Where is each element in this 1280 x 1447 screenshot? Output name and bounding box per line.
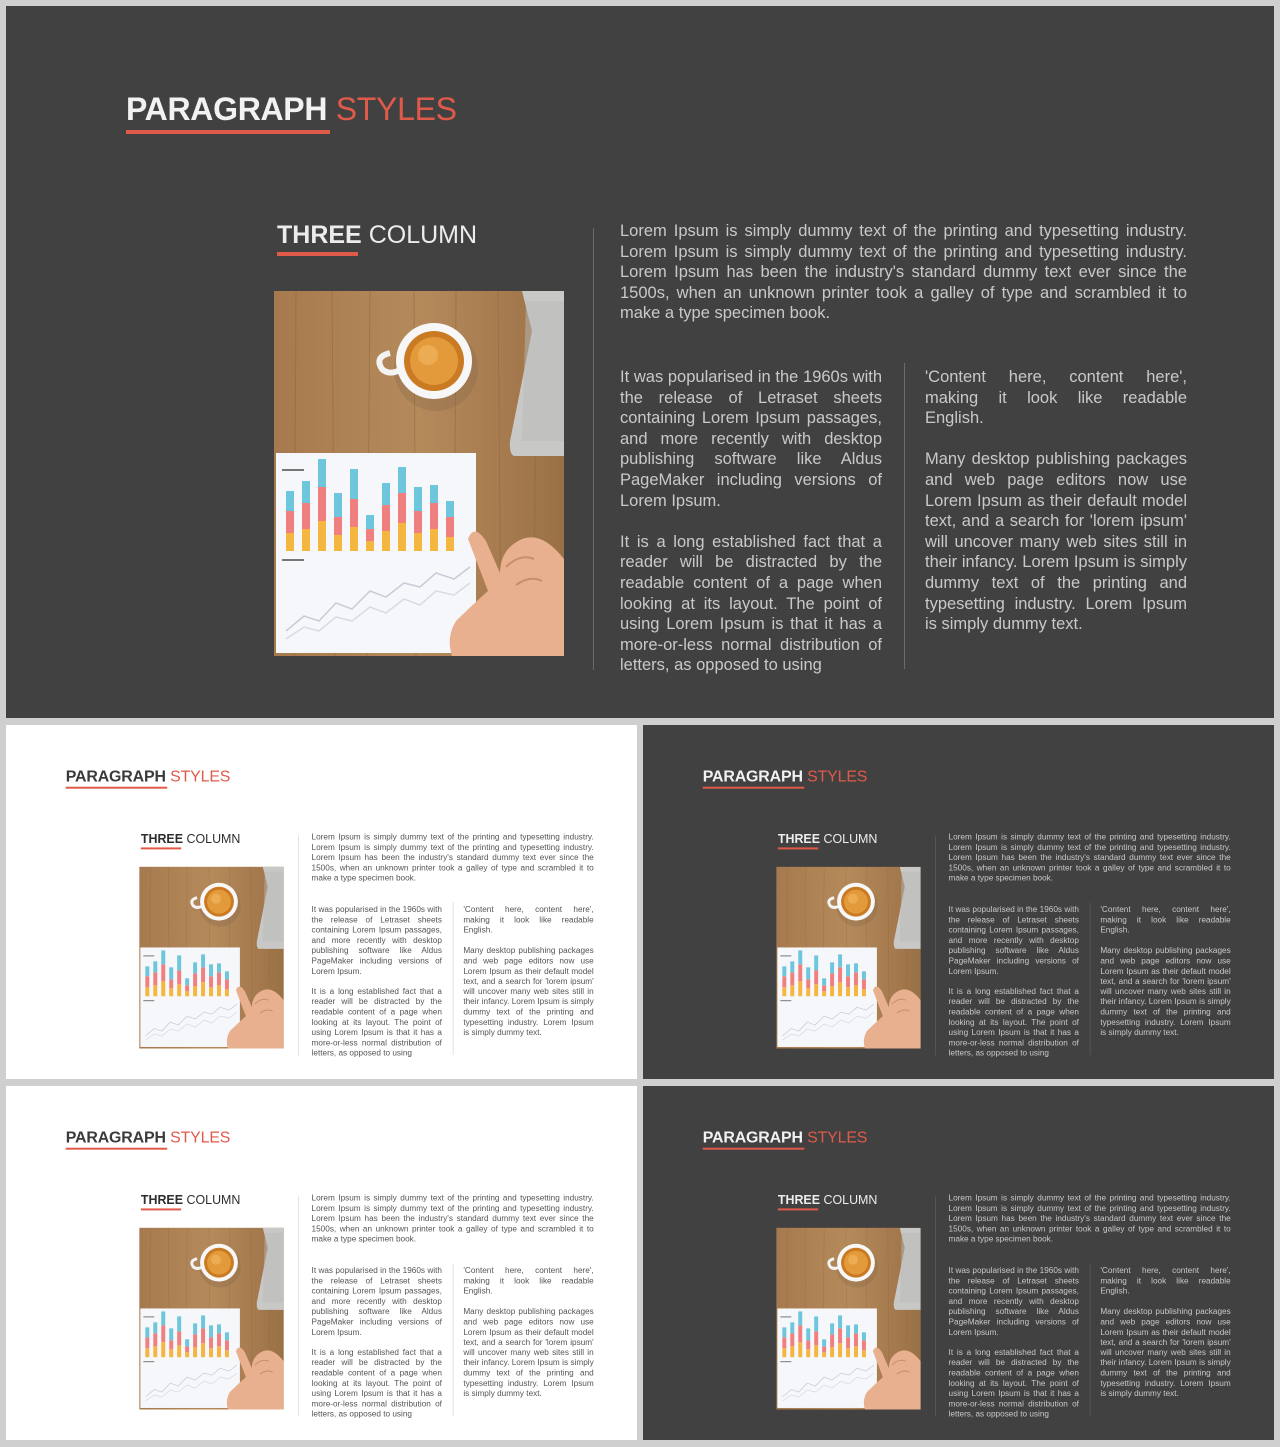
intro-paragraph: Lorem Ipsum is simply dummy text of the printing and typesetting industry. Lorem Ipsum is simply dummy text of the printing and typesetting industry. Lorem Ipsum has been the industry's standard dummy text ever since the 1500s, when an unknown printer took a galley of type and scrambled it to make a type specimen book. — [620, 222, 1187, 323]
photo-chart-bar — [145, 1348, 149, 1357]
photo-chart-bar — [225, 1332, 229, 1340]
photo-chart-bar — [185, 978, 189, 985]
photo-chart-bar — [822, 1346, 826, 1352]
photo-chart-bar — [145, 966, 149, 976]
photo-chart-bar — [838, 982, 842, 996]
photo-chart-bar — [217, 1333, 221, 1346]
column-left-paragraph-2: It is a long established fact that a reader will be distracted by the readable content of a page when looking at its layout. The point of using Lorem Ipsum is that it has a more-or-less normal distribution of letters, as opposed to using — [620, 532, 882, 675]
photo-chart-bar — [398, 467, 406, 493]
photo-chart-bar — [862, 1350, 866, 1357]
photo-chart-bar — [798, 950, 802, 964]
column-right-paragraph-1: 'Content here, content here', making it look like readable English. — [925, 368, 1187, 428]
subtitle-bold-word: THREE — [777, 1192, 821, 1207]
column-right-paragraph-2: Many desktop publishing packages and web page editors now use Lorem Ipsum as their default model text, and a search for 'lorem ipsum' will uncover many web sites still in their infancy. Lorem Ipsum is simply dummy text of the printing and typesetting industry. Lorem Ipsum is simply dummy text. — [925, 450, 1187, 634]
photo-chart-bar — [145, 987, 149, 996]
slide-title — [126, 91, 457, 128]
photo-chart-bar — [177, 1345, 181, 1357]
photo-chart-bar — [193, 973, 197, 986]
photo-chart-bar — [822, 991, 826, 996]
photo-chart-bar — [446, 501, 454, 517]
intro-paragraph: Lorem Ipsum is simply dummy text of the printing and typesetting industry. Lorem Ipsum is simply dummy text of the printing and typesetting industry. Lorem Ipsum has been the industry's standard dummy text ever since the 1500s, when an unknown printer took a galley of type and scrambled it to make a type specimen book. — [311, 1193, 594, 1244]
desk-photo — [776, 1228, 920, 1410]
desk-photo — [139, 1228, 283, 1410]
column-left — [312, 905, 442, 1060]
photo-chart-bar — [161, 1325, 165, 1342]
photo-chart-bar — [806, 979, 810, 988]
title-bold-word: PARAGRAPH — [702, 767, 803, 786]
photo-chart-bar — [201, 1328, 205, 1343]
photo-chart-bar — [209, 987, 213, 996]
photo-chart-bar — [318, 459, 326, 487]
photo-chart-bar — [814, 984, 818, 996]
photo-chart-bar — [209, 1348, 213, 1357]
column-right — [925, 367, 1187, 655]
photo-chart-bar — [350, 527, 358, 551]
column-left-paragraph-1: It was popularised in the 1960s with the release of Letraset sheets containing Lorem Ipsum passages, and more recently with desktop publishing software like Aldus PageMaker including versions of Lorem Ipsum. — [311, 1266, 442, 1337]
column-left-paragraph-2: It is a long established fact that a reader will be distracted by the readable content of a page when looking at its layout. The point of using Lorem Ipsum is that it has a more-or-less normal distribution of letters, as opposed to using — [311, 987, 442, 1058]
photo-chart-bar — [830, 1323, 834, 1334]
photo-chart-bar — [153, 1322, 157, 1333]
column-right-paragraph-2: Many desktop publishing packages and web page editors now use Lorem Ipsum as their default model text, and a search for 'lorem ipsum' will uncover many web sites still in their infancy. Lorem Ipsum is simply dummy text of the printing and typesetting industry. Lorem Ipsum is simply dummy text. — [463, 946, 594, 1038]
title-underline — [66, 1148, 168, 1150]
main-slide-preview[interactable] — [6, 6, 1274, 718]
photo-chart-bar — [318, 487, 326, 521]
photo-chart-bar — [177, 970, 181, 984]
photo-chart-bar — [286, 533, 294, 551]
photo-chart-bar — [334, 535, 342, 551]
photo-chart-bar — [350, 499, 358, 527]
photo-chart-bar — [846, 1337, 850, 1348]
column-left-paragraph-2: It is a long established fact that a reader will be distracted by the readable content of a page when looking at its layout. The point of using Lorem Ipsum is that it has a more-or-less normal distribution of letters, as opposed to using — [948, 1348, 1079, 1419]
photo-chart-bar — [217, 963, 221, 972]
column-divider — [593, 228, 594, 670]
photo-chart-bar — [334, 493, 342, 517]
column-left — [949, 1266, 1079, 1421]
photo-chart-bar — [366, 541, 374, 551]
section-subtitle — [778, 832, 878, 846]
subtitle-thin-word: COLUMN — [823, 1192, 878, 1207]
desk-photo — [274, 291, 564, 656]
photo-chart-bar — [790, 961, 794, 972]
photo-chart-bar — [846, 1348, 850, 1357]
subtitle-underline — [277, 252, 358, 256]
photo-chart-bar — [782, 1348, 786, 1357]
photo-chart-bar — [830, 986, 834, 996]
column-left — [949, 905, 1079, 1060]
photo-chart-bar — [225, 979, 229, 989]
column-right-paragraph-1: 'Content here, content here', making it look like readable English. — [1100, 1266, 1231, 1296]
subtitle-underline — [778, 847, 818, 849]
photo-chart-bar — [193, 1323, 197, 1334]
column-right — [1100, 1266, 1230, 1409]
photo-chart-bar — [225, 1350, 229, 1357]
subtitle-underline — [141, 1208, 181, 1210]
title-thin-word: STYLES — [807, 1128, 868, 1147]
photo-chart-bar — [225, 971, 229, 979]
photo-chart-bar — [209, 964, 213, 976]
photo-chart-bar — [446, 537, 454, 551]
title-thin-word: STYLES — [807, 767, 868, 786]
photo-chart-bar — [185, 1339, 189, 1346]
photo-chart-bar — [201, 1315, 205, 1328]
photo-chart-bar — [846, 976, 850, 987]
photo-chart-bar — [225, 1340, 229, 1350]
column-right-paragraph-2: Many desktop publishing packages and web page editors now use Lorem Ipsum as their default model text, and a search for 'lorem ipsum' will uncover many web sites still in their infancy. Lorem Ipsum is simply dummy text of the printing and typesetting industry. Lorem Ipsum is simply dummy text. — [463, 1307, 594, 1399]
photo-chart-bar — [201, 967, 205, 982]
photo-chart-bar — [169, 1340, 173, 1349]
title-thin-word: STYLES — [170, 1128, 231, 1147]
photo-chart-bar — [201, 982, 205, 996]
slide-content — [6, 1086, 637, 1440]
photo-chart-bar — [838, 1315, 842, 1328]
photo-chart-bar — [398, 523, 406, 551]
photo-chart-bar — [209, 976, 213, 987]
photo-chart-bar — [814, 1316, 818, 1331]
column-left-paragraph-2: It is a long established fact that a reader will be distracted by the readable content of a page when looking at its layout. The point of using Lorem Ipsum is that it has a more-or-less normal distribution of letters, as opposed to using — [311, 1348, 442, 1419]
photo-chart-bar — [382, 531, 390, 551]
photo-chart-bar — [854, 972, 858, 985]
subtitle-underline — [141, 847, 181, 849]
photo-chart-bar — [414, 511, 422, 533]
photo-chart-bar — [209, 1325, 213, 1337]
column-right — [463, 905, 593, 1048]
title-underline — [66, 787, 168, 789]
photo-chart-bar — [798, 1325, 802, 1342]
photo-chart-bar — [161, 1311, 165, 1325]
photo-chart-bar — [145, 1337, 149, 1348]
photo-chart-bar — [782, 1327, 786, 1337]
column-divider — [904, 363, 905, 669]
subtitle-thin-word: COLUMN — [368, 221, 478, 249]
photo-chart-bar — [153, 1346, 157, 1357]
slide-thumbnail-dark-2[interactable] — [643, 1086, 1274, 1440]
photo-chart-bar — [225, 989, 229, 996]
photo-chart-bar — [790, 1346, 794, 1357]
desk-photo-image — [776, 867, 920, 1049]
slide-content — [6, 6, 1274, 718]
photo-chart-bar — [153, 961, 157, 972]
photo-chart-bar — [862, 971, 866, 979]
photo-chart-bar — [862, 979, 866, 989]
photo-chart-bar — [814, 970, 818, 984]
photo-chart-bar — [177, 1331, 181, 1345]
photo-chart-bar — [430, 529, 438, 551]
photo-chart-bar — [854, 985, 858, 996]
slide-content — [6, 725, 637, 1079]
photo-chart-bar — [830, 1334, 834, 1347]
photo-chart-bar — [822, 978, 826, 985]
photo-chart-bar — [217, 972, 221, 985]
photo-chart-bar — [161, 950, 165, 964]
slide-thumbnail-light-1[interactable] — [6, 725, 637, 1079]
photo-chart-bar — [217, 985, 221, 996]
photo-chart-bar — [854, 963, 858, 972]
section-subtitle — [141, 832, 241, 846]
title-underline — [703, 1148, 805, 1150]
slide-title — [66, 1128, 231, 1146]
title-underline — [126, 130, 330, 134]
title-underline — [703, 787, 805, 789]
photo-chart-bar — [862, 989, 866, 996]
photo-chart-bar — [862, 1332, 866, 1340]
column-left — [620, 367, 882, 679]
photo-chart-bar — [209, 1337, 213, 1348]
photo-chart-bar — [846, 987, 850, 996]
column-right — [1100, 905, 1230, 1048]
photo-chart-bar — [822, 985, 826, 991]
title-bold-word: PARAGRAPH — [65, 1128, 166, 1147]
photo-chart-bar — [846, 1325, 850, 1337]
photo-chart-bar — [830, 973, 834, 986]
column-left — [312, 1266, 442, 1421]
subtitle-bold-word: THREE — [140, 1192, 184, 1207]
desk-photo-image — [776, 1228, 920, 1410]
photo-chart-bar — [414, 533, 422, 551]
subtitle-bold-word: THREE — [277, 221, 362, 249]
subtitle-thin-word: COLUMN — [823, 831, 878, 846]
photo-chart-bar — [153, 985, 157, 996]
column-right-paragraph-2: Many desktop publishing packages and web page editors now use Lorem Ipsum as their default model text, and a search for 'lorem ipsum' will uncover many web sites still in their infancy. Lorem Ipsum is simply dummy text of the printing and typesetting industry. Lorem Ipsum is simply dummy text. — [1100, 1307, 1231, 1399]
column-left-paragraph-2: It is a long established fact that a reader will be distracted by the readable content of a page when looking at its layout. The point of using Lorem Ipsum is that it has a more-or-less normal distribution of letters, as opposed to using — [948, 987, 1079, 1058]
photo-chart-bar — [169, 988, 173, 996]
photo-chart-bar — [334, 517, 342, 535]
column-left-paragraph-1: It was popularised in the 1960s with the release of Letraset sheets containing Lorem Ipsum passages, and more recently with desktop publishing software like Aldus PageMaker including versions of Lorem Ipsum. — [620, 368, 882, 510]
photo-chart-bar — [302, 481, 310, 503]
photo-chart-bar — [286, 491, 294, 511]
intro-paragraph: Lorem Ipsum is simply dummy text of the printing and typesetting industry. Lorem Ipsum is simply dummy text of the printing and typesetting industry. Lorem Ipsum has been the industry's standard dummy text ever since the 1500s, when an unknown printer took a galley of type and scrambled it to make a type specimen book. — [948, 832, 1231, 883]
photo-chart-bar — [782, 987, 786, 996]
section-subtitle — [778, 1193, 878, 1207]
photo-chart-bar — [854, 1333, 858, 1346]
title-bold-word: PARAGRAPH — [702, 1128, 803, 1147]
photo-chart-bar — [217, 1324, 221, 1333]
photo-chart-bar — [161, 981, 165, 996]
photo-chart-bar — [790, 1333, 794, 1346]
photo-chart-bar — [366, 515, 374, 529]
slide-title — [703, 767, 868, 785]
photo-chart-bar — [318, 521, 326, 551]
photo-chart-bar — [838, 967, 842, 982]
photo-chart-bar — [430, 503, 438, 529]
column-right-paragraph-1: 'Content here, content here', making it look like readable English. — [1100, 905, 1231, 935]
photo-chart-bar — [838, 1343, 842, 1357]
photo-chart-bar — [193, 962, 197, 973]
photo-chart-bar — [145, 976, 149, 987]
photo-chart-bar — [806, 1328, 810, 1340]
desk-photo-image — [139, 867, 283, 1049]
desk-photo — [776, 867, 920, 1049]
column-right-paragraph-2: Many desktop publishing packages and web page editors now use Lorem Ipsum as their default model text, and a search for 'lorem ipsum' will uncover many web sites still in their infancy. Lorem Ipsum is simply dummy text of the printing and typesetting industry. Lorem Ipsum is simply dummy text. — [1100, 946, 1231, 1038]
photo-chart-bar — [169, 1328, 173, 1340]
photo-chart-bar — [169, 979, 173, 988]
photo-chart-bar — [846, 964, 850, 976]
photo-chart-bar — [814, 1345, 818, 1357]
photo-chart-bar — [177, 955, 181, 970]
photo-chart-bar — [806, 967, 810, 979]
photo-chart-bar — [782, 966, 786, 976]
title-bold-word: PARAGRAPH — [65, 767, 166, 786]
photo-chart-bar — [169, 1349, 173, 1357]
photo-chart-bar — [185, 985, 189, 991]
photo-chart-bar — [790, 985, 794, 996]
column-right-paragraph-1: 'Content here, content here', making it look like readable English. — [463, 1266, 594, 1296]
subtitle-underline — [778, 1208, 818, 1210]
photo-chart-bar — [798, 981, 802, 996]
photo-chart-bar — [790, 972, 794, 985]
photo-chart-bar — [366, 529, 374, 541]
photo-chart-bar — [862, 1340, 866, 1350]
photo-chart-bar — [814, 955, 818, 970]
photo-chart-bar — [782, 976, 786, 987]
photo-chart-bar — [814, 1331, 818, 1345]
photo-chart-bar — [169, 967, 173, 979]
slide-title — [66, 767, 231, 785]
photo-chart-bar — [798, 1311, 802, 1325]
photo-chart-bar — [185, 991, 189, 996]
subtitle-thin-word: COLUMN — [186, 1192, 241, 1207]
slide-thumbnail-dark-1[interactable] — [643, 725, 1274, 1079]
photo-chart-bar — [193, 1334, 197, 1347]
photo-chart-bar — [446, 517, 454, 537]
slide-title — [703, 1128, 868, 1146]
title-bold-word: PARAGRAPH — [126, 91, 328, 127]
photo-chart-bar — [806, 1349, 810, 1357]
photo-chart-bar — [153, 972, 157, 985]
photo-chart-bar — [193, 986, 197, 996]
photo-chart-bar — [822, 1352, 826, 1357]
photo-chart-bar — [302, 529, 310, 551]
section-subtitle — [277, 221, 477, 250]
photo-chart-bar — [830, 1347, 834, 1357]
photo-chart-bar — [430, 485, 438, 503]
photo-chart-bar — [382, 505, 390, 531]
photo-chart-bar — [398, 493, 406, 523]
column-right — [463, 1266, 593, 1409]
photo-chart-bar — [286, 511, 294, 533]
photo-chart-bar — [145, 1327, 149, 1337]
section-subtitle — [141, 1193, 241, 1207]
column-left-paragraph-1: It was popularised in the 1960s with the release of Letraset sheets containing Lorem Ipsum passages, and more recently with desktop publishing software like Aldus PageMaker including versions of Lorem Ipsum. — [311, 905, 442, 976]
photo-chart-bar — [822, 1339, 826, 1346]
photo-chart-bar — [217, 1346, 221, 1357]
slide-content — [643, 725, 1274, 1079]
photo-chart-bar — [302, 503, 310, 529]
desk-photo — [139, 867, 283, 1049]
column-left-paragraph-1: It was popularised in the 1960s with the release of Letraset sheets containing Lorem Ipsum passages, and more recently with desktop publishing software like Aldus PageMaker including versions of Lorem Ipsum. — [948, 1266, 1079, 1337]
slide-content — [643, 1086, 1274, 1440]
photo-chart-bar — [838, 954, 842, 967]
photo-chart-bar — [185, 1346, 189, 1352]
desk-photo-image — [139, 1228, 283, 1410]
photo-chart-bar — [177, 984, 181, 996]
photo-chart-bar — [790, 1322, 794, 1333]
photo-chart-bar — [177, 1316, 181, 1331]
photo-chart-bar — [806, 1340, 810, 1349]
photo-chart-bar — [798, 964, 802, 981]
column-left-paragraph-1: It was popularised in the 1960s with the release of Letraset sheets containing Lorem Ipsum passages, and more recently with desktop publishing software like Aldus PageMaker including versions of Lorem Ipsum. — [948, 905, 1079, 976]
photo-chart-bar — [838, 1328, 842, 1343]
intro-paragraph: Lorem Ipsum is simply dummy text of the printing and typesetting industry. Lorem Ipsum is simply dummy text of the printing and typesetting industry. Lorem Ipsum has been the industry's standard dummy text ever since the 1500s, when an unknown printer took a galley of type and scrambled it to make a type specimen book. — [948, 1193, 1231, 1244]
photo-chart-bar — [806, 988, 810, 996]
photo-chart-bar — [153, 1333, 157, 1346]
title-thin-word: STYLES — [335, 91, 457, 127]
photo-chart-bar — [185, 1352, 189, 1357]
column-right-paragraph-1: 'Content here, content here', making it look like readable English. — [463, 905, 594, 935]
intro-paragraph: Lorem Ipsum is simply dummy text of the printing and typesetting industry. Lorem Ipsum is simply dummy text of the printing and typesetting industry. Lorem Ipsum has been the industry's standard dummy text ever since the 1500s, when an unknown printer took a galley of type and scrambled it to make a type specimen book. — [311, 832, 594, 883]
photo-chart-bar — [161, 964, 165, 981]
subtitle-thin-word: COLUMN — [186, 831, 241, 846]
subtitle-bold-word: THREE — [777, 831, 821, 846]
photo-chart-bar — [161, 1342, 165, 1357]
photo-chart-bar — [201, 1343, 205, 1357]
title-thin-word: STYLES — [170, 767, 231, 786]
subtitle-bold-word: THREE — [140, 831, 184, 846]
photo-chart-bar — [854, 1346, 858, 1357]
photo-chart-bar — [201, 954, 205, 967]
slide-thumbnail-light-2[interactable] — [6, 1086, 637, 1440]
photo-chart-bar — [193, 1347, 197, 1357]
photo-chart-bar — [414, 487, 422, 511]
photo-chart-bar — [782, 1337, 786, 1348]
photo-chart-bar — [830, 962, 834, 973]
photo-chart-bar — [798, 1342, 802, 1357]
photo-chart-bar — [350, 469, 358, 499]
photo-chart-bar — [382, 483, 390, 505]
desk-photo-image — [274, 291, 564, 656]
photo-chart-bar — [854, 1324, 858, 1333]
